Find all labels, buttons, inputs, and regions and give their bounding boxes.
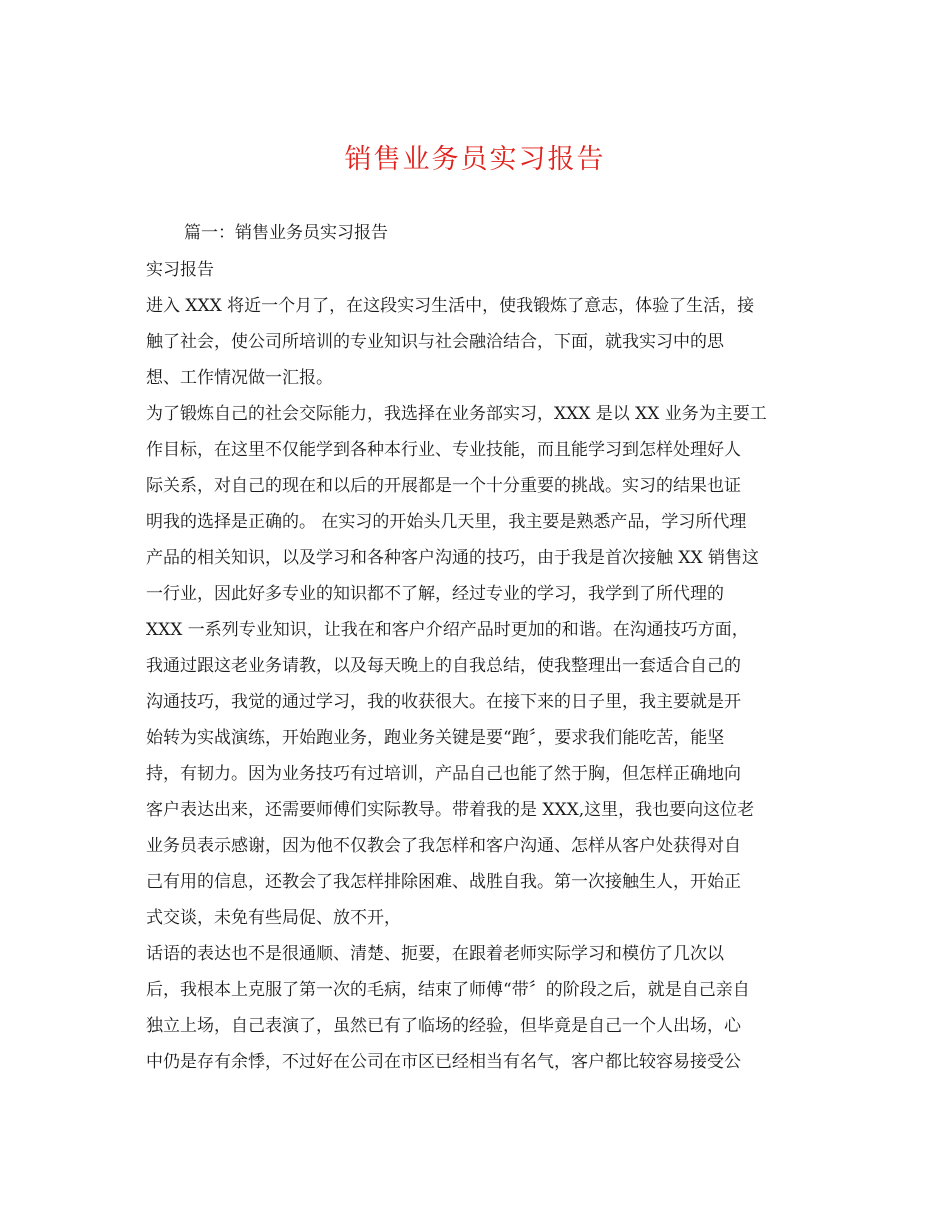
text-line: 始转为实战演练，开始跑业务，跑业务关键是要“跑〞，要求我们能吃苦，能坚 <box>146 728 725 748</box>
text-line: 明我的选择是正确的。 在实习的开始头几天里，我主要是熟悉产品，学习所代理 <box>146 512 747 532</box>
text-line: 话语的表达也不是很通顺、清楚、扼要，在跟着老师实际学习和模仿了几次以 <box>146 944 724 964</box>
text-line: 持，有韧力。因为业务技巧有过培训，产品自己也能了然于胸，但怎样正确地向 <box>146 764 741 784</box>
text-line: 为了锻炼自己的社会交际能力，我选择在业务部实习，XXX 是以 XX 业务为主要工 <box>146 404 767 424</box>
section-heading: 篇一：销售业务员实习报告 <box>184 223 388 243</box>
text-line: 想、工作情况做一汇报。 <box>146 368 333 388</box>
text-line: 一行业，因此好多专业的知识都不了解，经过专业的学习，我学到了所代理的 <box>146 584 724 604</box>
text-line: 实习报告 <box>146 260 214 280</box>
text-line: 业务员表示感谢，因为他不仅教会了我怎样和客户沟通、怎样从客户处获得对自 <box>146 836 741 856</box>
text-line: 后，我根本上克服了第一次的毛病，结束了师傅“带〞的阶段之后，就是自己亲自 <box>146 980 750 1000</box>
text-line: 客户表达出来，还需要师傅们实际教导。带着我的是 XXX,这里，我也要向这位老 <box>146 800 755 820</box>
text-line: 中仍是存有余悸，不过好在公司在市区已经相当有名气，客户都比较容易接受公 <box>146 1052 741 1072</box>
text-line: 我通过跟这老业务请教，以及每天晚上的自我总结，使我整理出一套适合自己的 <box>146 656 741 676</box>
document-title: 销售业务员实习报告 <box>344 144 606 175</box>
text-line: 作目标，在这里不仅能学到各种本行业、专业技能，而且能学习到怎样处理好人 <box>146 440 741 460</box>
text-line: 际关系，对自己的现在和以后的开展都是一个十分重要的挑战。实习的结果也证 <box>146 476 741 496</box>
text-line: 式交谈，未免有些局促、放不开， <box>146 908 401 928</box>
text-line: XXX 一系列专业知识，让我在和客户介绍产品时更加的和谐。在沟通技巧方面， <box>146 620 749 640</box>
text-line: 触了社会，使公司所培训的专业知识与社会融洽结合，下面，就我实习中的思 <box>146 332 724 352</box>
text-line: 独立上场，自己表演了，虽然已有了临场的经验，但毕竟是自己一个人出场，心 <box>146 1016 741 1036</box>
text-line: 己有用的信息，还教会了我怎样排除困难、战胜自我。第一次接触生人，开始正 <box>146 872 741 892</box>
text-line: 产品的相关知识，以及学习和各种客户沟通的技巧，由于我是首次接触 XX 销售这 <box>146 548 760 568</box>
text-line: 进入 XXX 将近一个月了，在这段实习生活中，使我锻炼了意志，体验了生活，接 <box>146 296 755 316</box>
text-line: 沟通技巧，我觉的通过学习，我的收获很大。在接下来的日子里，我主要就是开 <box>146 692 741 712</box>
